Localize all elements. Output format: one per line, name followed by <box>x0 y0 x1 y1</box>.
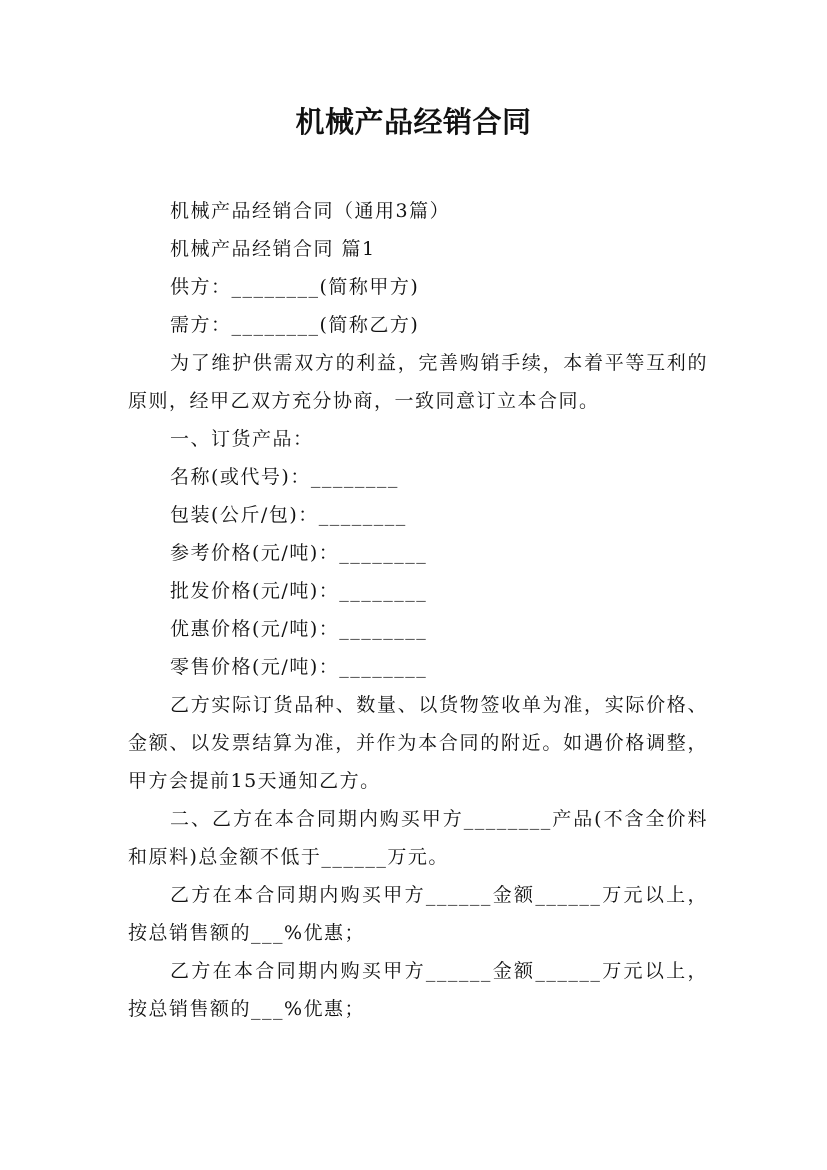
paragraph-intro: 为了维护供需双方的利益，完善购销手续，本着平等互利的原则，经甲乙双方充分协商，一致同意订立本合同。 <box>128 352 708 412</box>
paragraph-clause-1: 一、订货产品： <box>170 428 314 450</box>
paragraph-discount-price: 优惠价格(元/吨)：________ <box>170 618 428 640</box>
paragraph-reference-price: 参考价格(元/吨)：________ <box>170 542 428 564</box>
paragraph-section-title: 机械产品经销合同 篇1 <box>170 238 376 260</box>
paragraph-retail-price: 零售价格(元/吨)：________ <box>170 656 428 678</box>
paragraph-discount-tier-1: 乙方在本合同期内购买甲方______金额______万元以上，按总销售额的___%优惠； <box>128 884 708 944</box>
document-body <box>128 192 708 1028</box>
paragraph-heading: 机械产品经销合同（通用3篇） <box>170 200 451 222</box>
paragraph-discount-tier-2: 乙方在本合同期内购买甲方______金额______万元以上，按总销售额的___%优惠； <box>128 960 708 1020</box>
document-title: 机械产品经销合同 <box>295 105 532 139</box>
paragraph-clause-2: 二、乙方在本合同期内购买甲方________产品(不含全价料和原料)总金额不低于______万元。 <box>128 808 708 868</box>
paragraph-actual-order: 乙方实际订货品种、数量、以货物签收单为准，实际价格、金额、以发票结算为准，并作为本合同的附近。如遇价格调整，甲方会提前15天通知乙方。 <box>128 694 708 792</box>
paragraph-wholesale-price: 批发价格(元/吨)：________ <box>170 580 428 602</box>
paragraph-packaging: 包装(公斤/包)：________ <box>170 504 407 526</box>
paragraph-buyer: 需方：________(简称乙方) <box>170 314 420 336</box>
paragraph-supplier: 供方：________(简称甲方) <box>170 276 420 298</box>
paragraph-product-name: 名称(或代号)：________ <box>170 466 399 488</box>
